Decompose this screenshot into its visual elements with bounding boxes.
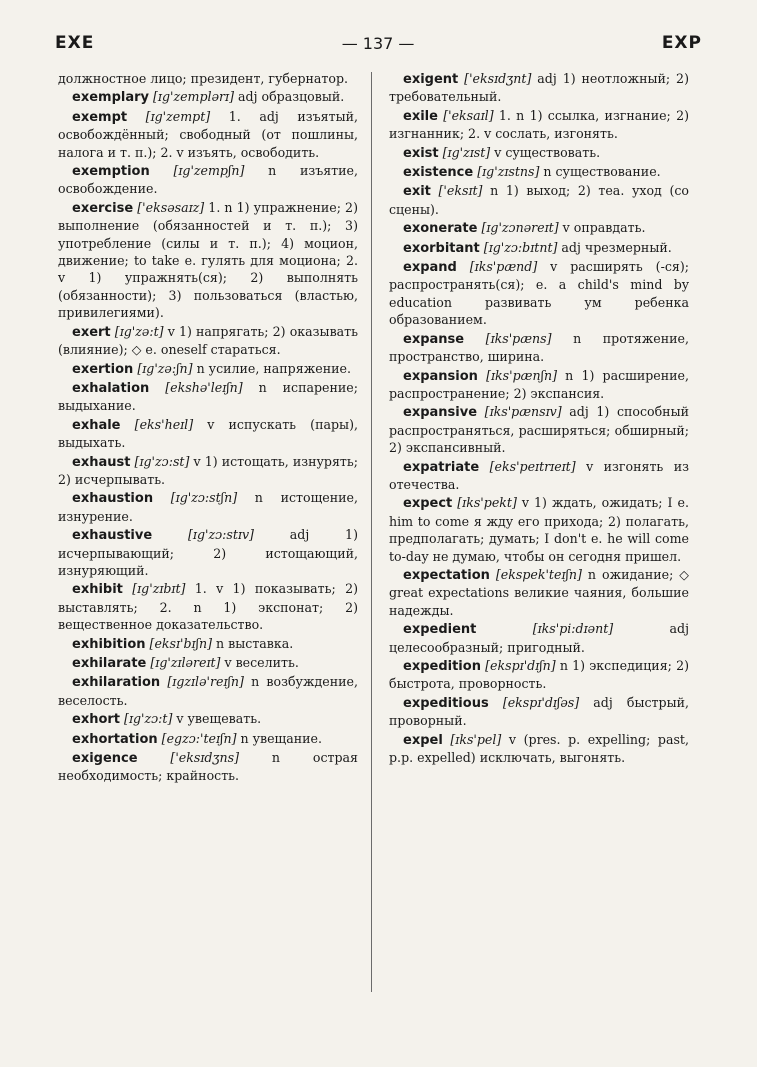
- entry-transcription: [ekshə'leɪʃn]: [165, 379, 243, 395]
- dictionary-entry: [58, 199, 358, 322]
- entry-definition: n изъятие, освобождение.: [58, 163, 358, 197]
- entry-headword: expel: [403, 732, 443, 748]
- dictionary-entry: [58, 580, 358, 633]
- entry-headword: exhaustion: [72, 491, 154, 507]
- entry-definition: adj образцовый.: [234, 89, 345, 105]
- entry-definition: v (pres. p. expelling; past, p.p. expelled) исключать, выгонять.: [389, 731, 689, 766]
- dictionary-entry: [58, 323, 358, 359]
- entry-definition: 1. n 1) ссылка, изгнание; 2) изгнанник; 2. v сослать, изгонять.: [389, 107, 689, 142]
- entry-transcription: [eks'heɪl]: [134, 416, 194, 432]
- entry-transcription: [ɪg'zɪbɪt]: [132, 581, 186, 597]
- dictionary-entry: [58, 416, 358, 452]
- entry-definition: n острая необходимость; крайность.: [58, 750, 358, 784]
- entry-headword: expansive: [403, 405, 478, 421]
- dictionary-entry: [389, 258, 689, 329]
- dictionary-entry: [389, 694, 689, 730]
- entry-transcription: [ɪks'pel]: [450, 731, 502, 747]
- entry-definition: v 1) напрягать; 2) оказывать (влияние); ◇ e. oneself стараться.: [58, 323, 358, 358]
- right-column: [389, 70, 689, 767]
- entry-headword: expect: [403, 496, 453, 512]
- entry-transcription: [ɪks'pænsɪv]: [484, 404, 562, 420]
- entry-definition: v 1) ждать, ожидать; I e. him to come я жду его прихода; 2) полагать, предполагать; думать; I don't e. he will come to-day не думаю, чтобы он сегодня пришел.: [389, 495, 689, 564]
- entry-transcription: ['eksaɪl]: [443, 107, 494, 123]
- entry-headword: exit: [403, 184, 431, 200]
- dictionary-entry: [389, 566, 689, 619]
- dictionary-entry: [58, 360, 358, 378]
- page-number: — 137 —: [341, 33, 415, 53]
- dictionary-entry: [58, 526, 358, 579]
- dictionary-entry: [58, 108, 358, 161]
- dictionary-entry: [389, 182, 689, 218]
- entry-transcription: [ɪg'zɔ:stɪv]: [188, 527, 254, 543]
- entry-definition: n усилие, напряжение.: [192, 360, 351, 376]
- entry-transcription: ['eksɪt]: [438, 183, 483, 199]
- dictionary-entry: [389, 70, 689, 106]
- entry-headword: exigence: [72, 751, 138, 767]
- entry-definition: n увещание.: [236, 730, 323, 746]
- entry-transcription: [ɪg'zempʃn]: [173, 163, 245, 179]
- entry-transcription: [ekspek'teɪʃn]: [495, 566, 582, 582]
- entry-definition: n существование.: [539, 164, 661, 180]
- entry-definition: 1. n 1) упражнение; 2) выполнение (обязанностей и т. п.); 3) употребление (силы и т. п.); 4) моцион, движение; to take e. гулять для моциона; 2. v 1) упражнять(ся); 2) выполнять (обязанности); 3) пользоваться (властью, привилегиями).: [58, 199, 358, 321]
- entry-transcription: ['eksɪdʒnt]: [464, 71, 532, 86]
- entry-definition: adj целесообразный; пригодный.: [389, 621, 689, 655]
- entry-headword: expeditious: [403, 695, 489, 711]
- dictionary-entry: [58, 673, 358, 709]
- entry-transcription: [ɪks'pænd]: [469, 259, 538, 275]
- dictionary-entry: [389, 144, 689, 162]
- entry-definition: n 1) экспедиция; 2) быстрота, проворность.: [389, 658, 689, 692]
- dictionary-entry: [389, 219, 689, 237]
- entry-headword: exhalation: [72, 380, 150, 396]
- dictionary-entry: [389, 458, 689, 494]
- page-header: [55, 28, 702, 58]
- entry-definition: v существовать.: [490, 144, 601, 160]
- dictionary-entry: [389, 657, 689, 693]
- entry-transcription: [ɪg'zə:t]: [114, 323, 164, 339]
- entry-definition: adj 1) неотложный; 2) требовательный.: [389, 71, 689, 105]
- dictionary-entry: [58, 489, 358, 525]
- entry-headword: exemption: [72, 164, 150, 180]
- entry-transcription: [ekspɪ'dɪʃəs]: [502, 694, 580, 710]
- entry-headword: exempt: [72, 109, 128, 125]
- entry-definition: v 1) истощать, изнурять; 2) исчерпывать.: [58, 453, 358, 487]
- entry-definition: n выставка.: [212, 635, 294, 651]
- left-column: [58, 70, 358, 786]
- entry-transcription: ['eksɪdʒns]: [170, 750, 240, 766]
- entry-transcription: [ɪg'zempt]: [145, 108, 211, 124]
- entry-definition: n 1) выход; 2) теа. уход (со сцены).: [389, 183, 689, 217]
- entry-headword: expand: [403, 260, 457, 276]
- entry-headword: exist: [403, 145, 439, 161]
- entry-definition: 1. adj изъятый, освобождённый; свободный (от пошлины, налога и т. п.); 2. v изъять, освободить.: [58, 108, 358, 160]
- entry-headword: exhortation: [72, 731, 158, 747]
- entry-definition: n протяжение, пространство, ширина.: [389, 330, 689, 365]
- entry-definition: n истощение, изнурение.: [58, 490, 358, 524]
- dictionary-entry: [389, 620, 689, 656]
- entry-headword: exhort: [72, 712, 121, 728]
- dictionary-entry: [58, 88, 358, 106]
- entry-definition: n ожидание; ◇ great expectations великие чаяния, большие надежды.: [389, 566, 689, 618]
- entry-transcription: [ɪg'zɔnəreɪt]: [481, 220, 559, 236]
- dictionary-entry: [389, 367, 689, 403]
- dictionary-entry: [58, 654, 358, 672]
- entry-headword: expanse: [403, 331, 465, 347]
- entry-definition: n 1) расширение, распространение; 2) экспансия.: [389, 367, 689, 401]
- entry-headword: exonerate: [403, 221, 478, 237]
- entry-transcription: [ɪg'zɔ:bɪtnt]: [483, 239, 558, 255]
- entry-definition: должностное лицо; президент, губернатор.: [58, 71, 349, 86]
- entry-definition: 1. v 1) показывать; 2) выставлять; 2. n 1) экспонат; 2) вещественное доказательство.: [58, 581, 358, 633]
- entry-headword: exigent: [403, 72, 459, 87]
- entry-headword: exhale: [72, 417, 121, 433]
- entry-definition: n возбуждение, веселость.: [58, 674, 358, 708]
- entry-transcription: [eksɪ'bɪʃn]: [149, 635, 213, 651]
- entry-definition: v увещевать.: [172, 711, 262, 727]
- dictionary-entry: [389, 330, 689, 366]
- dictionary-entry: [58, 730, 358, 748]
- entry-transcription: [ɪg'zemplərɪ]: [153, 89, 234, 105]
- entry-transcription: [egzɔ:'teɪʃn]: [161, 730, 237, 746]
- entry-headword: exile: [403, 108, 438, 124]
- dictionary-entry: [58, 162, 358, 198]
- entry-headword: exhibit: [72, 582, 123, 598]
- entry-definition: adj 1) способный распространяться, расширяться; обширный; 2) экспансивный.: [389, 404, 689, 456]
- entry-headword: exhilarate: [72, 656, 147, 671]
- entry-headword: existence: [403, 165, 474, 181]
- column-divider: [371, 72, 372, 992]
- dictionary-entry: [58, 710, 358, 728]
- entry-headword: expatriate: [403, 459, 480, 475]
- entry-transcription: ['eksəsaɪz]: [137, 199, 205, 215]
- dictionary-entry: [58, 453, 358, 489]
- entry-definition: v изгонять из отечества.: [389, 458, 689, 492]
- entry-headword: exhilaration: [72, 675, 161, 691]
- entry-definition: adj чрезмерный.: [557, 239, 672, 255]
- entry-headword: exercise: [72, 200, 134, 216]
- entry-transcription: [ɪks'pekt]: [457, 495, 517, 511]
- guide-word-left: EXE: [55, 33, 95, 53]
- entry-transcription: [ɪg'zɪstns]: [477, 164, 540, 180]
- guide-word-right: EXP: [661, 33, 702, 53]
- entry-headword: exemplary: [72, 90, 149, 106]
- entry-transcription: [ɪks'pi:dɪənt]: [532, 621, 614, 637]
- entry-transcription: [ɪg'zə:ʃn]: [137, 360, 193, 376]
- entry-headword: exertion: [72, 361, 134, 377]
- dictionary-entry: [389, 163, 689, 181]
- entry-headword: expedient: [403, 622, 477, 638]
- entry-definition: v расширять (-ся); распространять(ся); e. a child's mind by education развивать ум ребенка образованием.: [389, 259, 689, 328]
- entry-transcription: [ekspɪ'dɪʃn]: [485, 658, 556, 673]
- entry-definition: v оправдать.: [558, 220, 646, 236]
- entry-headword: exhaust: [72, 454, 131, 470]
- entry-headword: exhibition: [72, 636, 146, 652]
- entry-transcription: [ɪg'zɪst]: [442, 144, 491, 160]
- entry-transcription: [ɪgzɪlə'reɪʃn]: [167, 674, 244, 690]
- entry-definition: n испарение; выдыхание.: [58, 379, 358, 414]
- entry-transcription: [ɪg'zɔ:st]: [134, 453, 190, 469]
- entry-definition: v веселить.: [220, 655, 299, 670]
- entry-headword: exert: [72, 324, 111, 340]
- dictionary-entry: [389, 494, 689, 565]
- entry-transcription: [ɪg'zɪləreɪt]: [150, 655, 221, 670]
- dictionary-entry: [58, 749, 358, 785]
- dictionary-entry: [58, 70, 358, 87]
- dictionary-entry: [389, 239, 689, 257]
- entry-definition: v испускать (пары), выдыхать.: [58, 416, 358, 451]
- entry-transcription: [eks'peɪtrɪeɪt]: [489, 458, 576, 474]
- entry-headword: expedition: [403, 659, 481, 674]
- dictionary-entry: [58, 635, 358, 653]
- entry-definition: adj 1) исчерпывающий; 2) истощающий, изнуряющий.: [58, 527, 358, 578]
- entry-headword: exhaustive: [72, 528, 153, 544]
- dictionary-entry: [58, 379, 358, 415]
- entry-headword: expansion: [403, 368, 478, 384]
- dictionary-entry: [389, 107, 689, 143]
- entry-definition: adj быстрый, проворный.: [389, 694, 689, 729]
- dictionary-entry: [389, 731, 689, 767]
- entry-transcription: [ɪg'zɔ:stʃn]: [170, 490, 238, 506]
- entry-transcription: [ɪks'pæns]: [485, 330, 552, 346]
- entry-transcription: [ɪg'zɔ:t]: [124, 711, 173, 727]
- entry-headword: exorbitant: [403, 240, 480, 256]
- entry-transcription: [ɪks'pænʃn]: [486, 367, 558, 383]
- dictionary-entry: [389, 403, 689, 456]
- entry-headword: expectation: [403, 567, 490, 583]
